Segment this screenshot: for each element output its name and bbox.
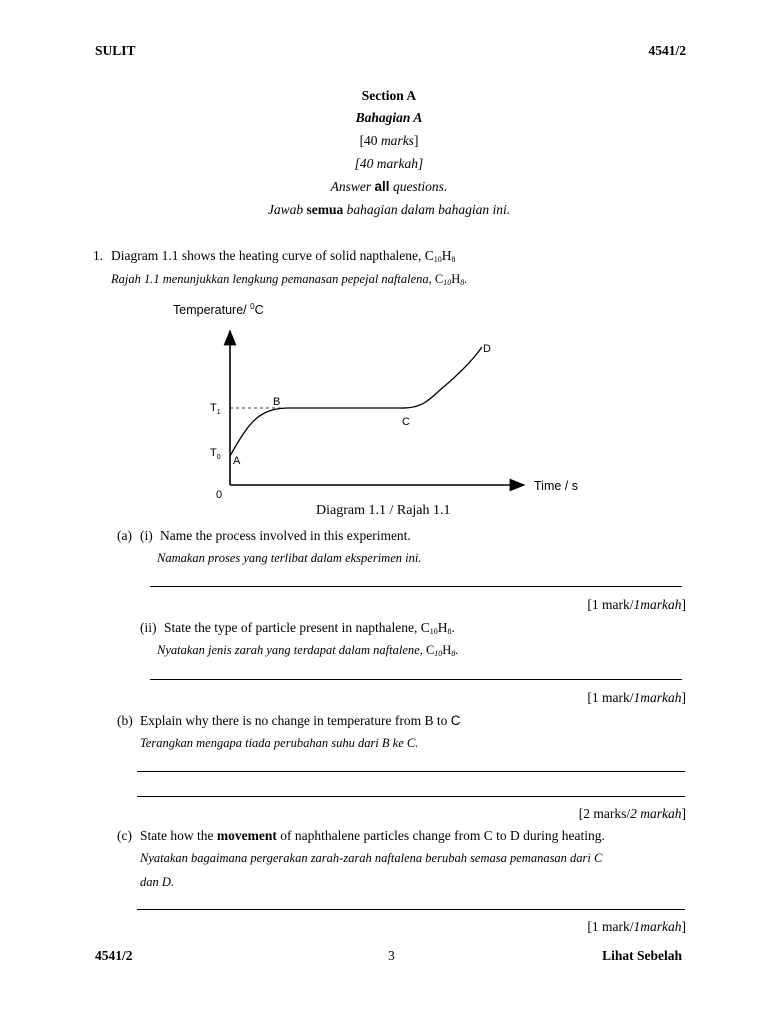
question-text-main: Diagram 1.1 shows the heating curve of solid napthalene, C [111,248,434,263]
diagram-caption: Diagram 1.1 / Rajah 1.1 [316,503,451,518]
point-c-label: C [402,416,410,428]
part-c-bold: movement [216,828,277,843]
period: . [451,620,455,635]
formula-h: H [437,620,448,635]
part-c-post: of naphthalene particles change from C to D during heating. [276,828,605,843]
part-b-malay: Terangkan mengapa tiada perubahan suhu dari B ke C. [140,736,419,750]
footer-left: 4541/2 [95,948,133,963]
formula-c: C [425,643,435,657]
part-a-i-malay: Namakan proses yang terlibat dalam eksperimen ini. [157,551,422,565]
marks-close: ] [413,133,419,148]
marks-text: [1 mark/ [587,690,634,705]
formula-sub-8: 8 [447,627,452,636]
marks-malay: 1markah [633,690,682,705]
question-text [111,248,456,264]
heating-curve [230,347,482,456]
point-d-label: D [483,343,491,355]
part-c-malay-1: Nyatakan bagaimana pergerakan zarah-zarah naftalena berubah semasa pemanasan dari C [140,851,603,865]
header-right: 4541/2 [648,43,686,58]
section-marks [0,133,768,149]
marks-text: [1 mark/ [587,919,634,934]
part-b-marks [579,806,686,822]
period: . [455,643,459,657]
answer-line-a-i[interactable] [150,586,682,587]
formula-sub-8: 8 [451,255,456,264]
section-instruction-malay [0,202,768,218]
t1-label: $T_1$ [210,402,221,416]
part-b-text [140,713,461,729]
marks-open: [40 [359,133,381,148]
part-c-pre: State how the [140,828,217,843]
part-c-malay-2: dan D. [140,875,175,889]
y-axis-label: Temperature/ $^0$C [173,302,264,317]
marks-word: marks [380,133,414,148]
part-a-ii-marks [587,690,686,706]
formula-sub-10: 10 [434,649,443,658]
section-title-malay: Bahagian A [355,110,423,125]
question-number: 1. [93,248,104,263]
malay-formula-h: H [451,272,461,286]
part-b-label: (b) [117,713,133,728]
formula-sub-8: 8 [451,649,456,658]
point-b-label: B [273,396,281,408]
footer-right: Lihat Sebelah [602,948,682,963]
marks-close: ] [681,919,686,934]
malay-end: . [464,272,468,286]
origin-label: 0 [216,489,223,501]
question-malay-main: Rajah 1.1 menunjukkan lengkung pemanasan pepejal naftalena, [111,272,435,286]
part-a-ii-label: (ii) [140,620,157,635]
instr-malay-pre: Jawab [267,202,307,217]
marks-text: [2 marks/ [578,806,631,821]
formula-h: H [442,643,452,657]
malay-formula-c: C [434,272,444,286]
section-title: Section A [361,88,417,103]
formula-sub-10: 10 [433,255,442,264]
marks-malay: 1markah [633,597,682,612]
marks-close: ] [681,597,686,612]
answer-line-b-2[interactable] [137,796,685,797]
part-c-label: (c) [117,828,132,843]
question-text-malay [111,272,467,287]
instr-malay-bold: semua [306,202,344,217]
part-a-i-label: (i) [140,528,153,543]
answer-line-b-1[interactable] [137,771,685,772]
instr-post: questions. [389,179,448,194]
instr-malay-post: bahagian dalam bahagian ini. [343,202,511,217]
part-a-ii-malay [157,643,458,658]
part-b-main: Explain why there is no change in temperature from B to [140,713,451,728]
part-a-ii-text [164,620,455,636]
header-left: SULIT [95,43,136,58]
section-instruction [0,179,768,195]
marks-close: ] [681,690,686,705]
point-a-label: A [233,455,241,467]
malay-formula-sub-10: 10 [443,278,452,287]
t0-label: $T_0$ [210,447,221,461]
answer-line-c[interactable] [137,909,685,910]
part-c-marks [587,919,686,935]
formula-sub-10: 10 [429,627,438,636]
part-a-ii-main: State the type of particle present in napthalene, C [164,620,430,635]
part-b-c: C [450,713,461,728]
section-marks-malay: [40 markah] [354,156,424,171]
marks-malay: 2 markah [630,806,682,821]
malay-formula-sub-8: 8 [460,278,465,287]
marks-malay: 1markah [633,919,682,934]
part-a-i-marks [587,597,686,613]
page-number: 3 [388,948,395,963]
answer-line-a-ii[interactable] [150,679,682,680]
marks-close: ] [681,806,686,821]
part-a-i-text: Name the process involved in this experiment. [160,528,411,543]
part-a-label: (a) [117,528,132,543]
part-c-text [140,828,605,844]
instr-pre: Answer [330,179,375,194]
formula-h: H [441,248,452,263]
heating-curve-diagram [160,295,600,505]
instr-bold: all [374,179,390,194]
x-axis-label: Time / s [534,479,578,493]
part-a-ii-malay-main: Nyatakan jenis zarah yang terdapat dalam naftalene, [157,643,426,657]
marks-text: [1 mark/ [587,597,634,612]
